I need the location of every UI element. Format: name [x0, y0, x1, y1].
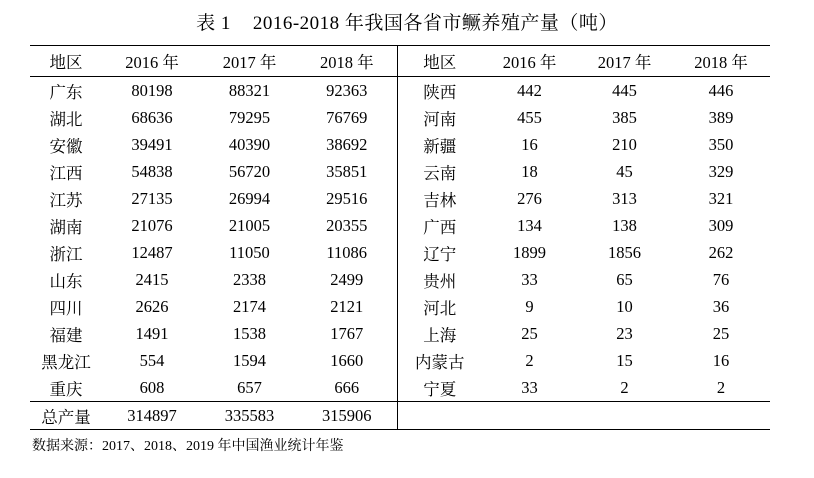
region-cell: 重庆 — [30, 374, 102, 402]
value-cell: 21076 — [131, 215, 173, 235]
table-title: 2016-2018 年我国各省市鳜养殖产量（吨） — [252, 13, 618, 34]
header-cell: 地区 — [423, 53, 457, 72]
value-cell: 329 — [708, 161, 734, 181]
table-row — [30, 320, 770, 347]
value-cell: 16 — [712, 350, 730, 370]
region-cell: 广东 — [49, 82, 83, 102]
value-cell: 12487 — [131, 242, 173, 262]
value-cell: 321 — [708, 188, 734, 208]
value-cell: 18 — [521, 161, 538, 181]
region-cell: 江西 — [49, 163, 83, 183]
value-cell: 80198 — [131, 80, 173, 100]
value-cell: 1491 — [135, 323, 169, 343]
total-value: 315906 — [297, 402, 397, 430]
value-cell: 76769 — [297, 104, 397, 131]
header-cell: 地区 — [49, 53, 83, 72]
region-cell: 宁夏 — [397, 374, 482, 402]
value-cell: 134 — [517, 215, 542, 235]
value-cell: 21005 — [228, 215, 271, 235]
value-cell: 56720 — [228, 161, 271, 181]
value-cell: 29516 — [297, 185, 397, 212]
region-cell: 广西 — [423, 217, 457, 237]
table-row — [30, 131, 770, 158]
value-cell: 2 — [577, 374, 672, 402]
value-cell: 309 — [708, 215, 734, 235]
value-cell: 2174 — [233, 296, 266, 316]
value-cell: 26994 — [228, 188, 271, 208]
header-row — [30, 46, 770, 77]
value-cell: 385 — [612, 107, 637, 127]
value-cell: 27135 — [131, 188, 173, 208]
value-cell: 313 — [612, 188, 637, 208]
total-label: 总产量 — [41, 407, 91, 427]
header-cell: 2017 年 — [597, 53, 652, 72]
value-cell: 35851 — [297, 158, 397, 185]
value-cell: 15 — [616, 350, 633, 370]
region-cell: 上海 — [423, 325, 457, 345]
empty-cell — [397, 402, 482, 430]
value-cell: 1594 — [233, 350, 266, 370]
value-cell: 2121 — [297, 293, 397, 320]
value-cell: 608 — [102, 374, 202, 402]
value-cell: 11050 — [229, 242, 270, 262]
region-cell: 黑龙江 — [41, 352, 91, 372]
table-row — [30, 266, 770, 293]
value-cell: 23 — [616, 323, 633, 343]
value-cell: 92363 — [297, 77, 397, 105]
table-caption — [0, 8, 814, 35]
table-row — [30, 212, 770, 239]
region-cell: 内蒙古 — [415, 352, 465, 372]
region-cell: 山东 — [49, 271, 83, 291]
header-cell: 2017 年 — [222, 53, 277, 72]
table-row — [30, 293, 770, 320]
value-cell: 76 — [712, 269, 730, 289]
region-cell: 安徽 — [49, 136, 83, 156]
total-value: 335583 — [224, 405, 275, 425]
value-cell: 1856 — [608, 242, 641, 262]
region-cell: 湖南 — [49, 217, 83, 237]
region-cell: 湖北 — [49, 109, 83, 129]
empty-cell — [672, 402, 770, 430]
region-cell: 辽宁 — [423, 244, 457, 264]
value-cell: 65 — [616, 269, 633, 289]
value-cell: 1767 — [297, 320, 397, 347]
value-cell: 25 — [521, 323, 538, 343]
value-cell: 2626 — [135, 296, 169, 316]
value-cell: 455 — [517, 107, 542, 127]
value-cell: 1538 — [233, 323, 266, 343]
region-cell: 浙江 — [49, 244, 83, 264]
value-cell: 350 — [708, 134, 734, 154]
empty-cell — [482, 402, 577, 430]
region-cell: 云南 — [423, 163, 457, 183]
value-cell: 40390 — [228, 134, 271, 154]
value-cell: 2338 — [233, 269, 266, 289]
total-row — [30, 402, 770, 430]
value-cell: 446 — [708, 80, 734, 100]
total-value: 314897 — [127, 405, 177, 425]
value-cell: 45 — [616, 161, 633, 181]
production-table — [30, 45, 770, 430]
region-cell: 河北 — [423, 298, 457, 318]
table-row — [30, 239, 770, 266]
value-cell: 79295 — [228, 107, 271, 127]
region-cell: 四川 — [49, 298, 83, 318]
header-cell: 2016 年 — [502, 53, 557, 72]
region-cell: 贵州 — [423, 271, 457, 291]
region-cell: 江苏 — [49, 190, 83, 210]
value-cell: 39491 — [131, 134, 173, 154]
value-cell: 445 — [612, 80, 637, 100]
value-cell: 2499 — [297, 266, 397, 293]
header-cell: 2018 年 — [297, 46, 397, 77]
value-cell: 38692 — [297, 131, 397, 158]
value-cell: 2 — [525, 350, 534, 370]
value-cell: 33 — [482, 374, 577, 402]
region-cell: 河南 — [423, 109, 457, 129]
value-cell: 36 — [712, 296, 730, 316]
value-cell: 442 — [517, 80, 542, 100]
value-cell: 2415 — [135, 269, 169, 289]
region-cell: 陕西 — [423, 82, 457, 102]
empty-cell — [577, 402, 672, 430]
table-row — [30, 158, 770, 185]
value-cell: 10 — [616, 296, 633, 316]
region-cell: 吉林 — [423, 190, 457, 210]
table-body — [30, 77, 770, 402]
value-cell: 389 — [708, 107, 734, 127]
value-cell: 666 — [297, 374, 397, 402]
value-cell: 1899 — [513, 242, 546, 262]
value-cell: 1660 — [297, 347, 397, 374]
table-row — [30, 185, 770, 212]
region-cell: 新疆 — [423, 136, 457, 156]
value-cell: 262 — [708, 242, 734, 262]
table-row — [30, 77, 770, 105]
value-cell: 138 — [612, 215, 637, 235]
value-cell: 54838 — [131, 161, 173, 181]
region-cell: 福建 — [49, 325, 83, 345]
table-row — [30, 374, 770, 402]
data-source-note: 数据来源：2017、2018、2019 年中国渔业统计年鉴 — [32, 439, 344, 454]
value-cell: 657 — [202, 374, 297, 402]
value-cell: 20355 — [297, 212, 397, 239]
value-cell: 276 — [517, 188, 542, 208]
value-cell: 9 — [525, 296, 534, 316]
value-cell: 554 — [139, 350, 165, 370]
header-cell: 2016 年 — [125, 53, 179, 72]
value-cell: 88321 — [228, 80, 271, 100]
table-row — [30, 104, 770, 131]
value-cell: 68636 — [131, 107, 173, 127]
value-cell: 16 — [521, 134, 538, 154]
value-cell: 33 — [521, 269, 538, 289]
value-cell: 25 — [712, 323, 730, 343]
value-cell: 11086 — [297, 239, 397, 266]
table-row — [30, 347, 770, 374]
table-number: 表 1 — [196, 13, 231, 34]
header-cell: 2018 年 — [694, 53, 748, 72]
value-cell: 2 — [672, 374, 770, 402]
value-cell: 210 — [612, 134, 637, 154]
